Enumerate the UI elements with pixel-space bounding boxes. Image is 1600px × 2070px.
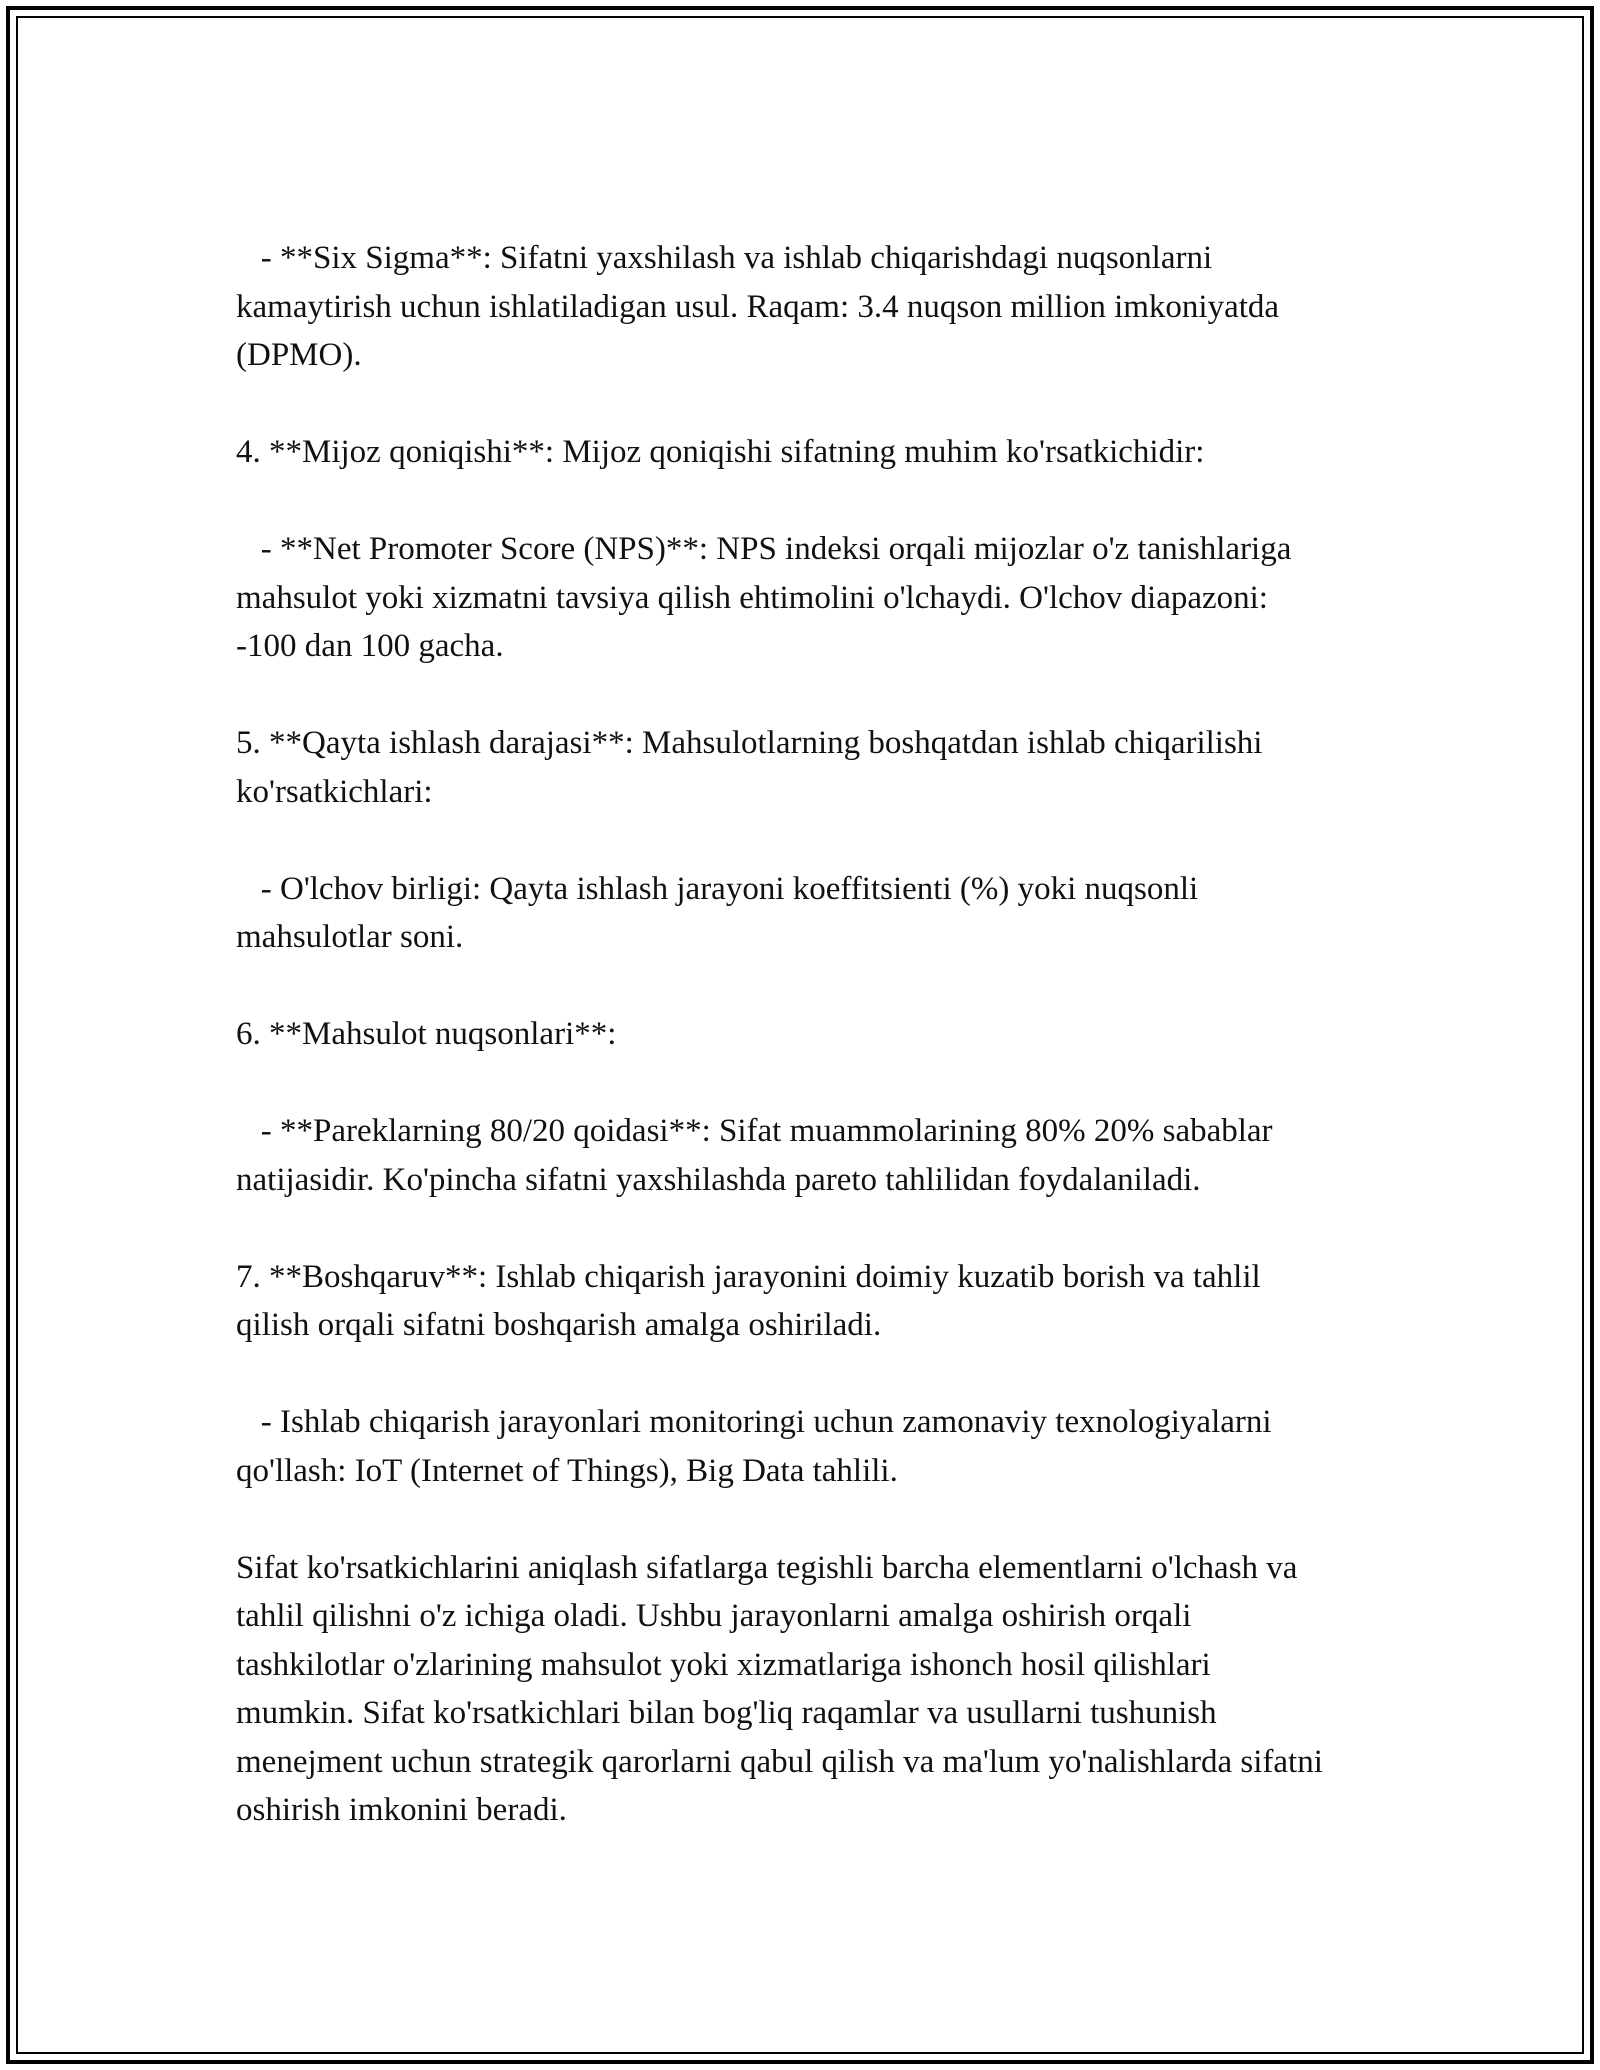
nps-paragraph: - **Net Promoter Score (NPS)**: NPS indeksi orqali mijozlar o'z tanishlariga mahsulot yoki xizmatni tavsiya qilish ehtimolini o'lchaydi. O'lchov diapazoni: -100 dan 100 gacha. [236, 531, 1300, 664]
measurement-unit-paragraph: - O'lchov birligi: Qayta ishlash jarayoni koeffitsienti (%) yoki nuqsonli mahsulotlar soni. [236, 870, 1207, 955]
management-heading: 7. **Boshqaruv**: Ishlab chiqarish jarayonini doimiy kuzatib borish va tahlil qilish orqali sifatni boshqarish amalga oshiriladi. [236, 1258, 1269, 1343]
conclusion-paragraph: Sifat ko'rsatkichlarini aniqlash sifatlarga tegishli barcha elementlarni o'lchash va tahlil qilishni o'z ichiga oladi. Ushbu jarayonlarni amalga oshirish orqali tashkilotlar o'zlarining mahsulot yoki xizmatlariga ishonch hosil qilishlari mumkin. Sifat ko'rsatkichlari bilan bog'liq raqamlar va usullarni tushunish menejment uchun strategik qarorlarni qabul qilish va ma'lum yo'nalishlarda sifatni oshirish imkonini beradi. [236, 1549, 1332, 1828]
monitoring-technologies-paragraph: - Ishlab chiqarish jarayonlari monitoringi uchun zamonaviy texnologiyalarni qo'llash: IoT (Internet of Things), Big Data tahlili. [236, 1404, 1280, 1489]
product-defects-heading: 6. **Mahsulot nuqsonlari**: [236, 1016, 617, 1052]
document-body [236, 234, 1336, 1835]
rework-rate-heading: 5. **Qayta ishlash darajasi**: Mahsulotlarning boshqatdan ishlab chiqarilishi ko'rsatkichlari: [236, 725, 1271, 810]
customer-satisfaction-heading: 4. **Mijoz qoniqishi**: Mijoz qoniqishi sifatning muhim ko'rsatkichidir: [236, 434, 1205, 470]
six-sigma-paragraph: - **Six Sigma**: Sifatni yaxshilash va ishlab chiqarishdagi nuqsonlarni kamaytirish uchun ishlatiladigan usul. Raqam: 3.4 nuqson million imkoniyatda (DPMO). [236, 240, 1288, 373]
pareto-rule-paragraph: - **Pareklarning 80/20 qoidasi**: Sifat muammolarining 80% 20% sabablar natijasidir. Ko'pincha sifatni yaxshilashda pareto tahlilidan foydalaniladi. [236, 1113, 1281, 1198]
